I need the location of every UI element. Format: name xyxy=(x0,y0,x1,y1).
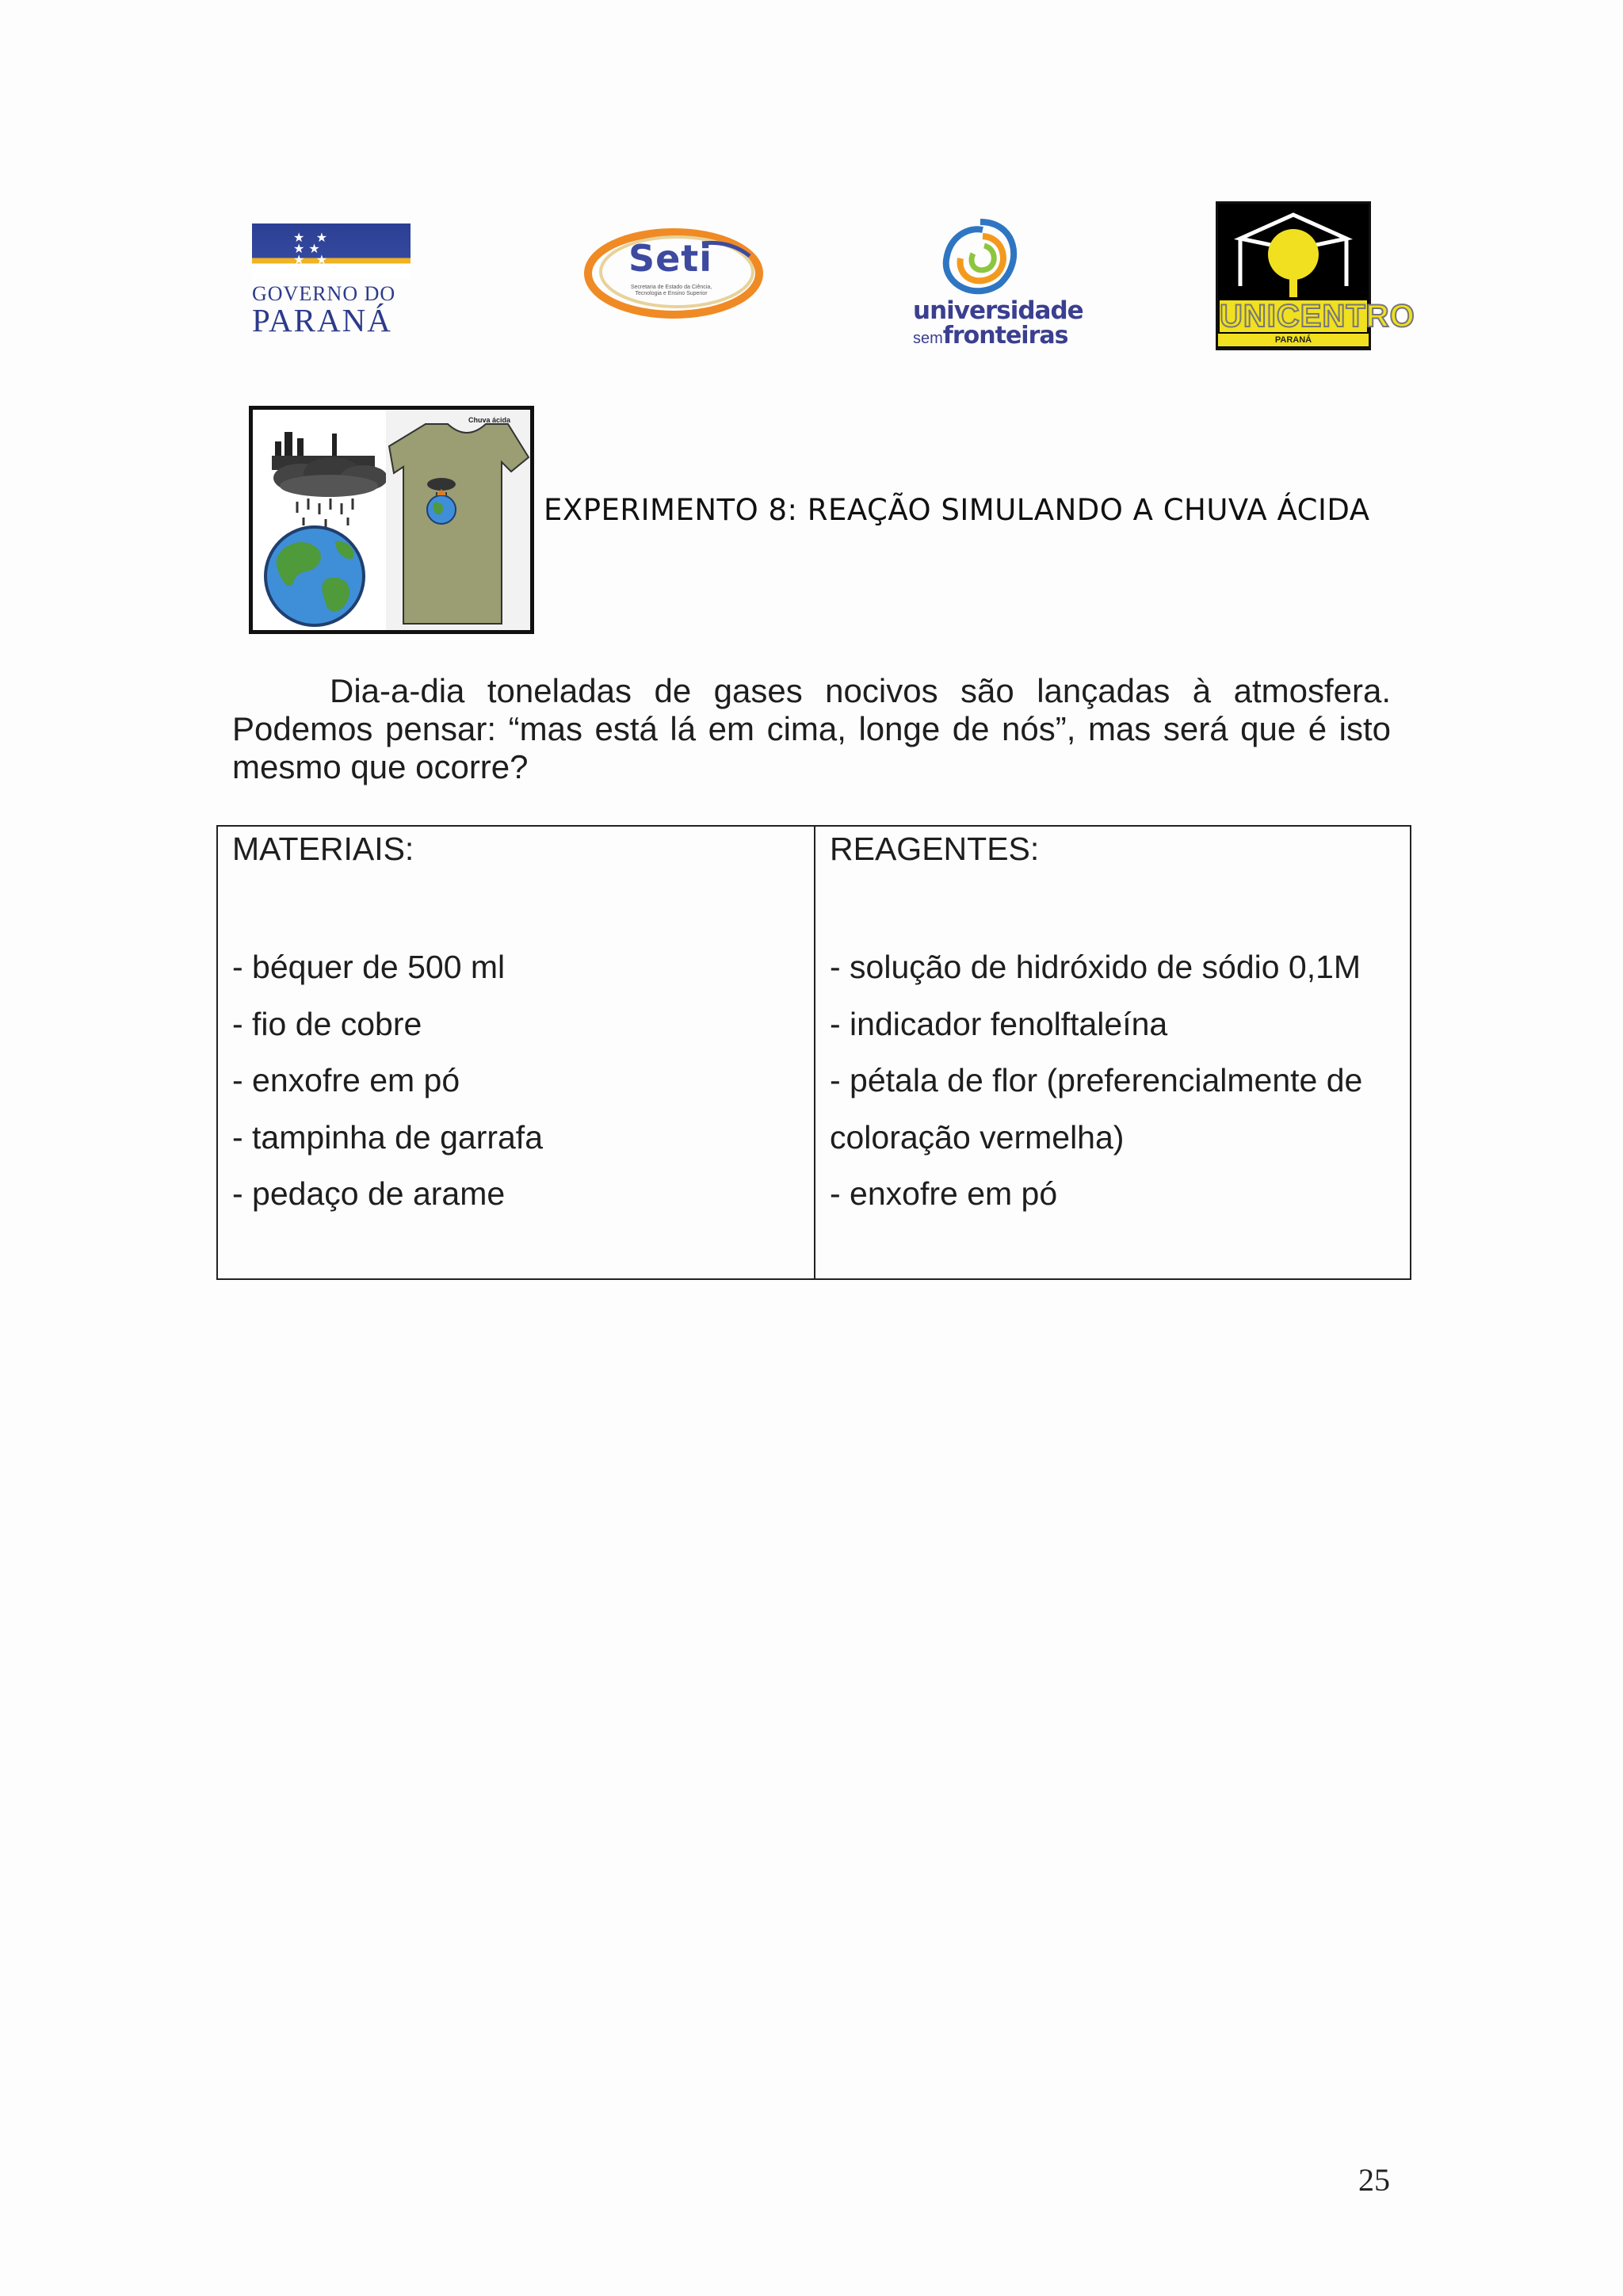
universidade-label: universidade xyxy=(913,296,1083,325)
list-item: - pedaço de arame xyxy=(232,1175,506,1212)
list-item: - solução de hidróxido de sódio 0,1M xyxy=(830,949,1361,985)
intro-paragraph xyxy=(232,672,1391,786)
unicentro-logo xyxy=(1216,201,1415,350)
governo-label: GOVERNO DO xyxy=(252,282,396,305)
unicentro-name: UNICENTRO xyxy=(1220,299,1415,334)
reagents-header: REAGENTES: xyxy=(830,831,1040,867)
seti-logo xyxy=(583,224,767,323)
materials-reagents-table xyxy=(216,825,1411,1280)
seti-subtitle: Secretaria de Estado da Ciência, Tecnologia e Ensino Superior xyxy=(630,285,712,296)
parana-flag-icon xyxy=(252,223,411,279)
materials-column xyxy=(218,827,814,1278)
globe-icon xyxy=(265,527,364,625)
page-number: 25 xyxy=(1358,2162,1390,2198)
acid-rain-illustration xyxy=(249,406,534,634)
list-item: - enxofre em pó xyxy=(830,1175,1058,1212)
list-item: - pétala de flor (preferencialmente de xyxy=(830,1062,1363,1098)
sem-fronteiras-label: semfronteiras xyxy=(913,322,1068,350)
universidade-sem-fronteiras-logo xyxy=(905,214,1083,357)
reagents-list xyxy=(830,939,1396,1223)
reagents-column xyxy=(814,827,1410,1278)
tshirt-icon xyxy=(386,410,530,630)
materials-list xyxy=(232,939,800,1223)
unicentro-sub: PARANÁ xyxy=(1218,334,1369,346)
list-item: - indicador fenolftaleína xyxy=(830,1005,1168,1042)
list-item: - tampinha de garrafa xyxy=(232,1118,544,1156)
intro-text: Dia-a-dia toneladas de gases nocivos são lançadas à atmosfera. Podemos pensar: “mas está lá em cima, longe de nós”, mas será que é isto mesmo que ocorre? xyxy=(232,672,1391,785)
materials-header: MATERIAIS: xyxy=(232,831,414,867)
experiment-title: EXPERIMENTO 8: REAÇÃO SIMULANDO A CHUVA ÁCIDA xyxy=(544,493,1370,527)
seti-name: Seti xyxy=(628,237,713,280)
swirl-icon xyxy=(905,214,1056,296)
rain-icon xyxy=(297,499,353,527)
parana-label: PARANÁ xyxy=(252,302,392,338)
stars-icon: ★ ★ ★★ ★ ★ xyxy=(293,231,332,267)
cube-icon xyxy=(1218,204,1369,299)
list-item: - béquer de 500 ml xyxy=(232,949,506,985)
list-item: coloração vermelha) xyxy=(830,1118,1125,1156)
governo-parana-logo xyxy=(252,223,420,342)
illustration-caption: Chuva ácida xyxy=(468,416,511,424)
list-item: - enxofre em pó xyxy=(232,1062,460,1098)
list-item: - fio de cobre xyxy=(232,1005,422,1042)
